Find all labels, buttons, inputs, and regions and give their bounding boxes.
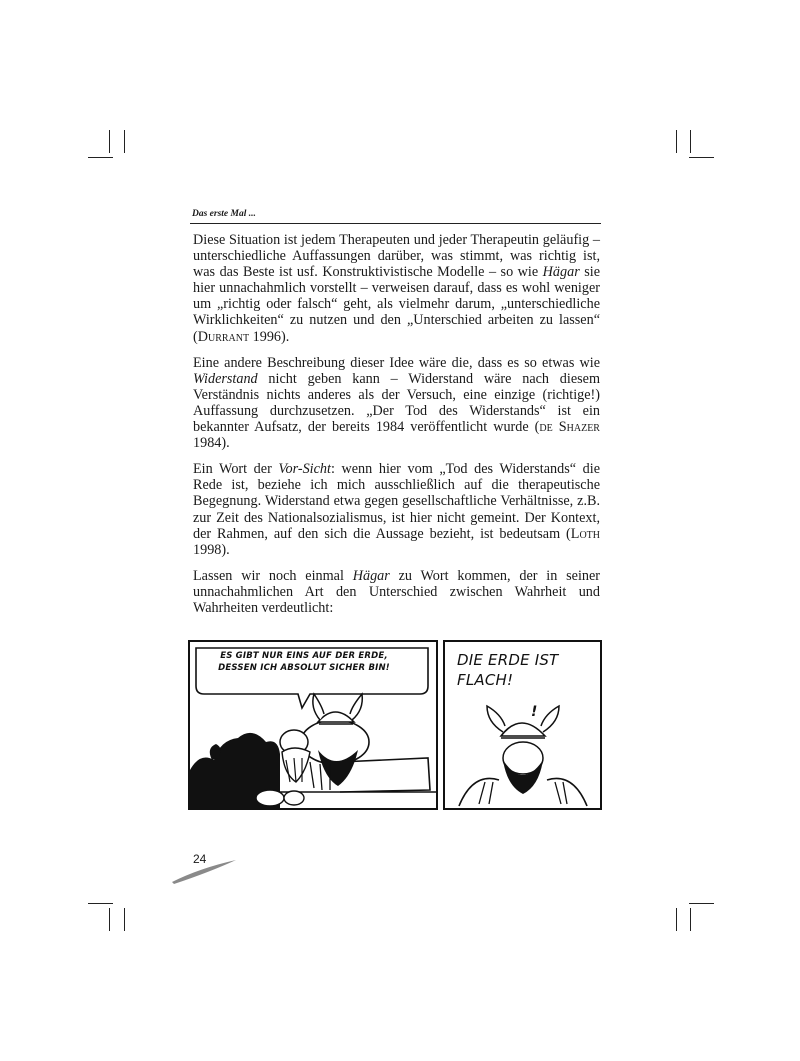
crop-mark xyxy=(109,908,110,931)
crop-mark xyxy=(88,157,113,158)
comic-strip xyxy=(188,640,602,808)
crop-mark xyxy=(676,130,677,153)
crop-mark xyxy=(690,908,691,931)
paragraph-4: Lassen wir noch einmal Hägar zu Wort kommen, der in seiner unnachahmlichen Art den Unterschied zwischen Wahrheit und Wahrheiten verdeutlicht: xyxy=(193,567,601,616)
exclamation-mark: ! xyxy=(531,704,538,720)
page-number: 24 xyxy=(193,852,207,866)
header-rule xyxy=(190,223,601,224)
author-name: Loth xyxy=(570,525,600,542)
speech-bubble-2: DIE ERDE IST FLACH! xyxy=(457,651,559,689)
running-head: Das erste Mal ... xyxy=(192,209,256,219)
author-name: Durrant xyxy=(197,328,250,345)
author-name: de Shazer xyxy=(539,419,600,436)
crop-mark xyxy=(124,908,125,931)
paragraph-1: Diese Situation ist jedem Therapeuten und jeder Therapeutin geläufig – unterschiedliche Auffassungen darüber, was stimmt, was richtig ist, was das Beste ist usf. Konstruktivistische Modelle – so wie Hägar sie hier unnachahmlich vorstellt – verweisen darauf, dass es wohl weniger um „richtig oder falsch“ geht, als vielmehr darum, „unterschiedliche Wirklichkeiten“ zu nutzen und den „Unterschied arbeiten zu lassen“ (Durrant 1996). xyxy=(193,232,601,345)
crop-mark xyxy=(690,130,691,153)
comic-panel-2 xyxy=(443,640,602,810)
crop-mark xyxy=(689,903,714,904)
crop-mark xyxy=(88,903,113,904)
body-text xyxy=(193,232,600,626)
crop-mark xyxy=(124,130,125,153)
speech-bubble-1: ES GIBT NUR EINS AUF DER ERDE, DESSEN ICH ABSOLUT SICHER BIN! xyxy=(218,651,390,673)
crop-mark xyxy=(676,908,677,931)
crop-mark xyxy=(689,157,714,158)
paragraph-2: Eine andere Beschreibung dieser Idee wäre die, dass es so etwas wie Widerstand nicht geben kann – Widerstand wäre nach diesem Verständnis nichts anderes als der Versuch, eine einzige (richtige!) Auffassung durchzusetzen. „Der Tod des Widerstands“ ist ein bekannter Aufsatz, der bereits 1984 veröffentlicht wurde (de Shazer 1984). xyxy=(193,354,600,452)
swoosh-decoration xyxy=(170,856,240,886)
crop-mark xyxy=(109,130,110,153)
paragraph-3: Ein Wort der Vor-Sicht: wenn hier vom „Tod des Widerstands“ die Rede ist, beziehe ich mich ausschließlich auf die therapeutische Begegnung. Widerstand etwa gegen gesellschaftliche Verhältnisse, z.B. zur Zeit des Nationalsozialismus, ist hier nicht gemeint. Der Kontext, der Rahmen, auf den sich die Aussage bezieht, ist bedeutsam (Loth 1998). xyxy=(193,461,600,558)
comic-panel-1 xyxy=(188,640,438,810)
